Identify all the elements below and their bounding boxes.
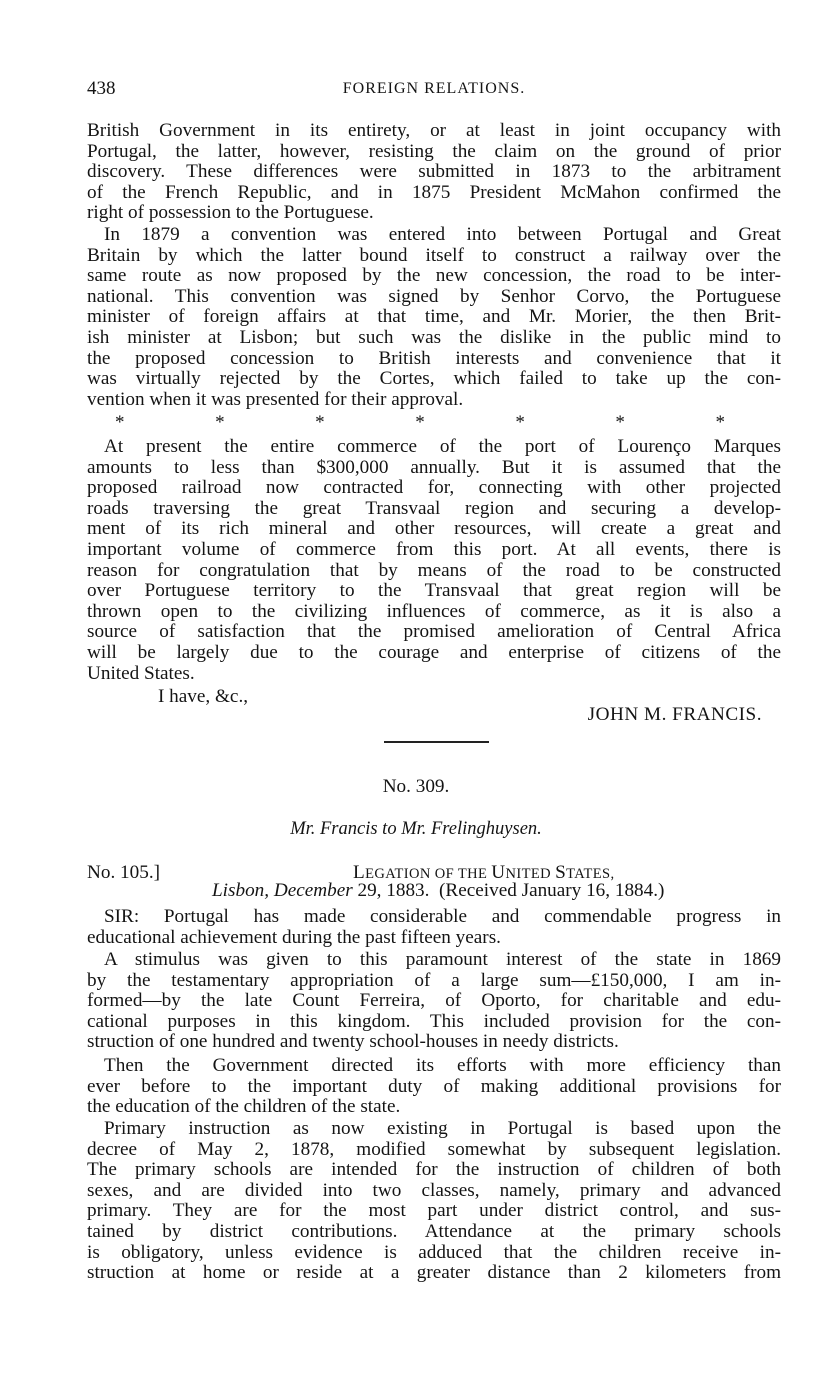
continuation-paragraph [87, 121, 781, 224]
text-line: formed—by the late Count Ferreira, of Oporto, for charitable and edu- [87, 990, 781, 1012]
text-line: struction at home or reside at a greater distance than 2 kilometers from [87, 1262, 781, 1284]
text-line: amounts to less than $300,000 annually. But it is assumed that the [87, 456, 781, 478]
text-line: A stimulus was given to this paramount interest of the state in 1869 [104, 949, 781, 970]
section-divider [384, 741, 489, 743]
text-line: In 1879 a convention was entered into between Portugal and Great [104, 224, 781, 245]
text-line: the education of the children of the state. [87, 1096, 401, 1118]
text-line: ever before to the important duty of making additional provisions for [87, 1075, 781, 1097]
text-line: will be largely due to the courage and enterprise of citizens of the [87, 641, 781, 663]
text-line: Primary instruction as now existing in Portugal is based upon the [104, 1118, 781, 1139]
page-number: 438 [87, 78, 116, 99]
text-line: SIR: Portugal has made considerable and commendable progress in [104, 906, 781, 927]
running-title: FOREIGN RELATIONS. [342, 80, 526, 97]
dateline [212, 880, 664, 902]
text-line: cational purposes in this kingdom. This included provision for the con- [87, 1010, 781, 1032]
received-date: (Received January 16, 1884.) [439, 880, 665, 901]
star: * [515, 412, 525, 433]
star: * [715, 412, 725, 433]
text-line: roads traversing the great Transvaal region and securing a develop- [87, 497, 781, 519]
text-line: discovery. These differences were submitted in 1873 to the arbitrament [87, 161, 781, 183]
education-paragraph [87, 1119, 781, 1284]
ellipsis-stars [115, 412, 725, 434]
education-paragraph [87, 1056, 781, 1118]
reference-number: No. 105.] [87, 862, 161, 883]
legation-part: L [353, 862, 366, 883]
text-line: primary. They are for the most part under district control, and sus- [87, 1200, 781, 1222]
document-title: Mr. Francis to Mr. Frelinghuysen. [290, 819, 542, 839]
document-number: No. 309. [382, 776, 450, 797]
text-line: same route as now proposed by the new concession, the road to be inter- [87, 265, 781, 287]
text-line: educational achievement during the past fifteen years. [87, 926, 501, 948]
legation-part: NITED [505, 866, 556, 882]
text-line: British Government in its entirety, or at least in joint occupancy with [87, 120, 781, 141]
legation-part: EGATION OF THE [365, 866, 492, 882]
text-line: Portugal, the latter, however, resisting the claim on the ground of prior [87, 140, 781, 162]
convention-paragraph [87, 225, 781, 410]
text-line: tained by district contributions. Attendance at the primary schools [87, 1220, 781, 1242]
text-line: national. This convention was signed by Senhor Corvo, the Portuguese [87, 285, 781, 307]
page-header [87, 78, 781, 100]
text-line: Britain by which the latter bound itself to construct a railway over the [87, 244, 781, 266]
text-line: important volume of commerce from this port. At all events, there is [87, 538, 781, 560]
text-line: over Portuguese territory to the Transvaal that great region will be [87, 580, 781, 602]
date-place: Lisbon, December [212, 880, 353, 901]
text-line: thrown open to the civilizing influences of commerce, as it is also a [87, 600, 781, 622]
closing-salutation: I have, &c., [158, 686, 249, 707]
star: * [315, 412, 325, 433]
text-line: the proposed concession to British interests and convenience that it [87, 347, 781, 369]
star: * [415, 412, 425, 433]
education-paragraph [87, 950, 781, 1053]
commerce-paragraph [87, 437, 781, 684]
text-line: Then the Government directed its efforts with more efficiency than [104, 1055, 781, 1076]
text-line: decree of May 2, 1878, modified somewhat by subsequent legislation. [87, 1138, 781, 1160]
text-line: of the French Republic, and in 1875 President McMahon confirmed the [87, 181, 781, 203]
signature: JOHN M. FRANCIS. [587, 704, 762, 725]
text-line: The primary schools are intended for the instruction of children of both [87, 1159, 781, 1181]
text-line: ish minister at Lisbon; but such was the dislike in the public mind to [87, 326, 781, 348]
text-line: source of satisfaction that the promised amelioration of Central Africa [87, 621, 781, 643]
star: * [215, 412, 225, 433]
legation-part: TATES, [566, 866, 615, 882]
text-line: minister of foreign affairs at that time, and Mr. Morier, the then Brit- [87, 306, 781, 328]
star: * [615, 412, 625, 433]
text-line: by the testamentary appropriation of a large sum—£150,000, I am in- [87, 969, 781, 991]
education-paragraph [87, 907, 781, 948]
star: * [115, 412, 125, 433]
text-line: struction of one hundred and twenty school-houses in needy districts. [87, 1031, 619, 1053]
text-line: vention when it was presented for their approval. [87, 388, 464, 410]
text-line: is obligatory, unless evidence is adduced that the children receive in- [87, 1241, 781, 1263]
date-day: 29, 1883. [357, 880, 430, 901]
text-line: At present the entire commerce of the port of Lourenço Marques [104, 436, 781, 457]
text-line: reason for congratulation that by means of the road to be constructed [87, 559, 781, 581]
text-line: was virtually rejected by the Cortes, which failed to take up the con- [87, 368, 781, 390]
legation-part: U [491, 862, 506, 883]
legation-part: S [555, 862, 567, 883]
text-line: proposed railroad now contracted for, connecting with other projected [87, 477, 781, 499]
text-line: right of possession to the Portuguese. [87, 202, 374, 224]
text-line: United States. [87, 662, 195, 684]
text-line: ment of its rich mineral and other resources, will create a great and [87, 518, 781, 540]
text-line: sexes, and are divided into two classes, namely, primary and advanced [87, 1179, 781, 1201]
